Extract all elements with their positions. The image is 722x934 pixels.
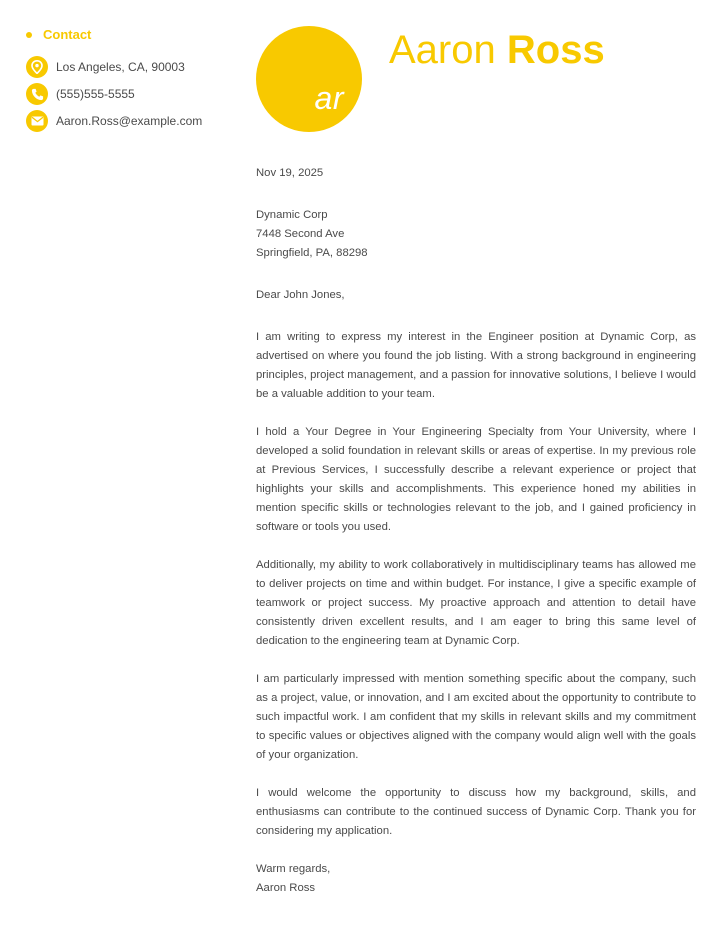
recipient-company: Dynamic Corp (256, 209, 328, 221)
paragraph-closing: I would welcome the opportunity to discuss how my background, skills, and enthusiasms can contribute to the continued success of Dynamic Corp. Thank you for considering my application. (256, 787, 696, 837)
monogram-circle (256, 26, 362, 132)
letter-date: Nov 19, 2025 (256, 167, 324, 179)
contact-email (26, 110, 202, 132)
location-pin-icon (26, 56, 48, 78)
contact-phone-text: (555)555-5555 (56, 87, 135, 101)
paragraph-education: I hold a Your Degree in Your Engineering Specialty from Your University, where I developed a solid foundation in relevant skills or areas of expertise. In my previous role at Previous Services, I successfully describe a relevant experience or project that highlights your skills and accomplishments. This experience honed my abilities in mention specific skills or technologies relevant to the job, and I gained proficiency in software or tools you used. (256, 426, 696, 533)
signature: Aaron Ross (256, 882, 316, 894)
sign-off (256, 860, 696, 898)
paragraph-teamwork: Additionally, my ability to work collaboratively in multidisciplinary teams has allowed me to deliver projects on time and within budget. For instance, I give a specific example of teamwork or project success. My proactive approach and attention to detail have consistently driven excellent results, and I am eager to bring this same level of dedication to the engineering team at Dynamic Corp. (256, 559, 696, 647)
phone-icon (26, 83, 48, 105)
closing-phrase: Warm regards, (256, 863, 331, 875)
recipient-city: Springfield, PA, 88298 (256, 247, 368, 259)
letter-body (256, 164, 696, 898)
contact-location (26, 56, 185, 78)
candidate-name (389, 30, 605, 70)
contact-location-text: Los Angeles, CA, 90003 (56, 60, 185, 74)
greeting: Dear John Jones, (256, 289, 345, 301)
last-name: Ross (506, 28, 605, 72)
contact-email-text: Aaron.Ross@example.com (56, 114, 203, 128)
contact-heading-label: Contact (43, 27, 92, 42)
contact-phone (26, 83, 135, 105)
recipient-street: 7448 Second Ave (256, 228, 345, 240)
monogram-initials: ar (314, 80, 344, 116)
envelope-icon (26, 110, 48, 132)
first-name: Aaron (389, 28, 496, 72)
recipient-address (256, 206, 696, 263)
bullet-icon (26, 32, 32, 38)
contact-heading (26, 27, 91, 42)
paragraph-company: I am particularly impressed with mention something specific about the company, such as a project, value, or innovation, and I am excited about the opportunity to contribute to such impactful work. I am confident that my skills in relevant skills and my commitment to specific values or objectives aligned with the company would align well with the goals of your organization. (256, 673, 696, 761)
paragraph-intro: I am writing to express my interest in the Engineer position at Dynamic Corp, as advertised on where you found the job listing. With a strong background in engineering principles, project management, and a passion for innovative solutions, I believe I would be a valuable addition to your team. (256, 331, 696, 400)
